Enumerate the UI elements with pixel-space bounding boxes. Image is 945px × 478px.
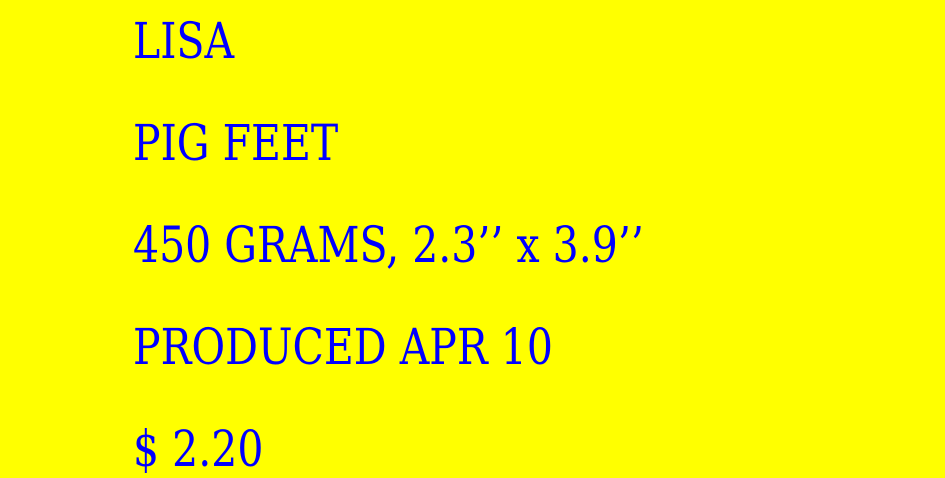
customer-name: LISA: [133, 12, 235, 70]
production-date: PRODUCED APR 10: [133, 318, 553, 376]
product-name: PIG FEET: [133, 114, 339, 172]
weight-and-size: 450 GRAMS, 2.3’’ x 3.9’’: [133, 216, 644, 274]
price: $ 2.20: [133, 420, 264, 478]
